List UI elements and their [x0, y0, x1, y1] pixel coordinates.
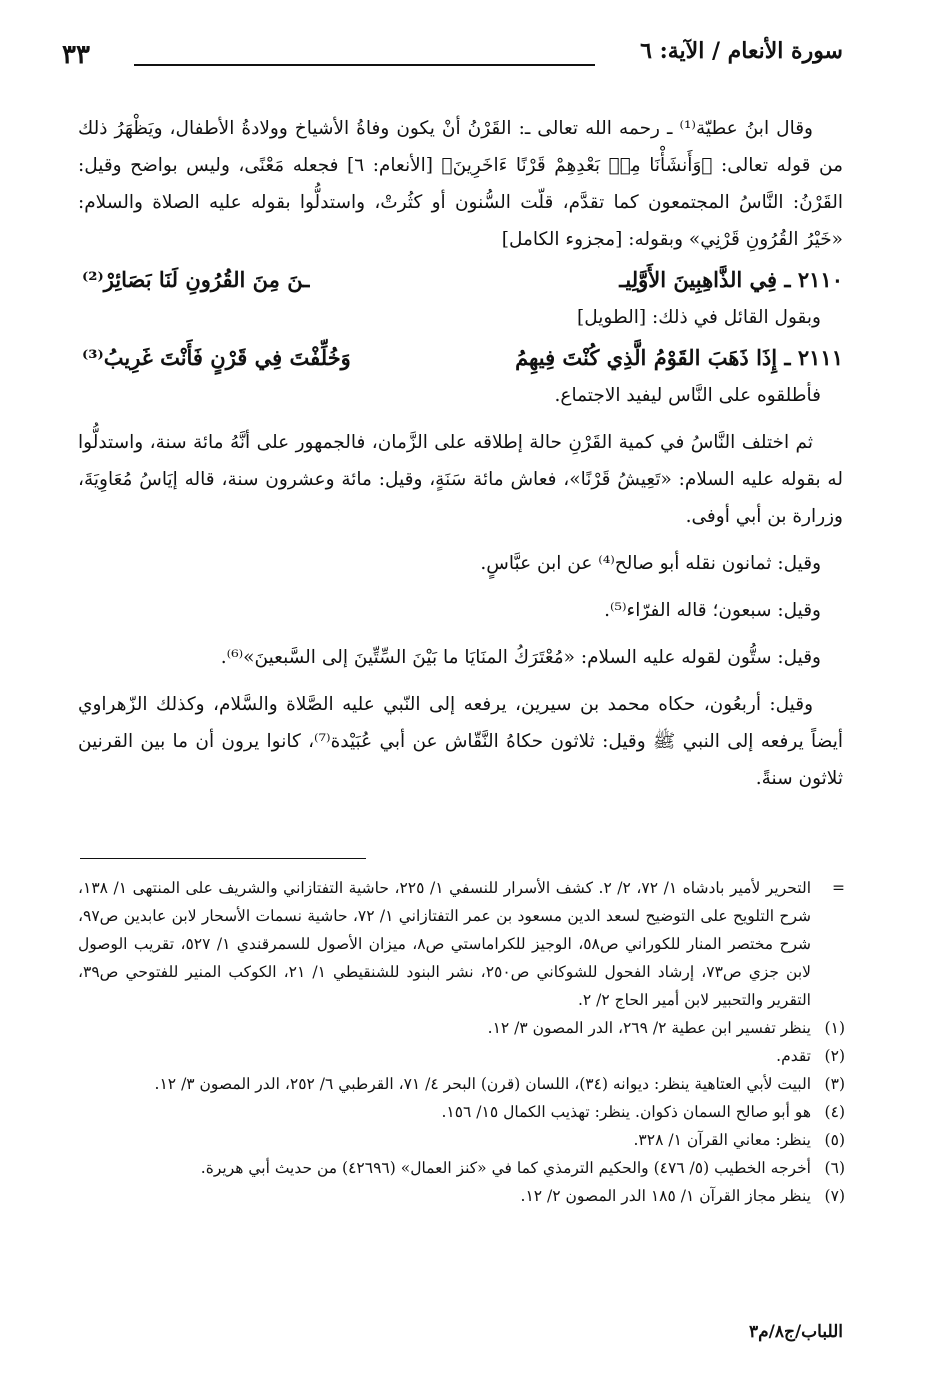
paragraph-qarn-duration: ثم اختلف النَّاسُ في كمية القَرْنِ حالة إطلاقه على الزَّمان، فالجمهور على أنَّهُ مائة سنة، واستدلُّوا له بقوله عليه السلام: «تَعِيشُ قَرْنًا»، فعاش مائة سَنَةٍ، وقيل: مائة وعشرون سنة، قاله إيَاسُ مُعَاوِيَةَ، وزرارة بن أبي أوفى. — [78, 432, 843, 527]
footnote-text: البيت لأبي العتاهية ينظر: ديوانه (٣٤)، اللسان (قرن) البحر ٤/ ٧١، القرطبي ٦/ ٢٥٢، الدر المصون ٣/ ١٢. — [154, 1075, 811, 1093]
verse-number: ٢١١١ ـ — [784, 345, 843, 370]
printer-signature: اللباب/ج٨/م٣ — [748, 1322, 843, 1342]
verse-number: ٢١١٠ ـ — [784, 267, 843, 292]
header-title: سورة الأنعام / الآية: ٦ — [640, 38, 843, 64]
opinion-sixty: وقيل: ستُّون لقوله عليه السلام: «مُعْتَرَكُ المنَايَا ما بَيْنَ السِّتِّينَ إلى السَّبعينَ»⁽⁶⁾. — [220, 647, 821, 668]
footnote-label: (٧) — [824, 1187, 845, 1205]
main-text — [78, 110, 843, 797]
footnote-3 — [78, 1070, 845, 1098]
footnote-separator — [80, 858, 366, 859]
footnote-7 — [78, 1182, 845, 1210]
footnote-label: (١) — [824, 1019, 845, 1037]
verse-intro-line: وبقول القائل في ذلك: [الطويل] — [577, 307, 821, 328]
footnote-label: (٤) — [824, 1103, 845, 1121]
verse-2110 — [78, 261, 843, 298]
header-rule — [134, 64, 595, 66]
footnote-text: تقدم. — [776, 1047, 811, 1065]
footnote-text: أخرجه الخطيب (٥/ ٤٧٦) والحكيم الترمذي كما في «كنز العمال» (٤٢٦٩٦) من حديث أبي هريرة. — [200, 1159, 811, 1177]
footnotes — [78, 874, 845, 1210]
footnote-label: = — [832, 879, 845, 897]
footnote-6 — [78, 1154, 845, 1182]
running-header — [62, 38, 843, 72]
footnote-text: ينظر: معاني القرآن ١/ ٣٢٨. — [633, 1131, 811, 1149]
footnote-label: (٦) — [824, 1159, 845, 1177]
opinion-seventy: وقيل: سبعون؛ قاله الفرّاء⁽⁵⁾. — [604, 600, 821, 621]
verse-conclusion-line: فأطلقوه على النَّاس ليفيد الاجتماع. — [554, 385, 821, 406]
footnote-4 — [78, 1098, 845, 1126]
opinion-eighty: وقيل: ثمانون نقله أبو صالح⁽⁴⁾ عن ابن عبَّاسٍ. — [480, 553, 821, 574]
verse-2111 — [78, 339, 843, 376]
footnote-continuation — [78, 874, 845, 1014]
paragraph-forty-thirty: وقيل: أربعُون، حكاه محمد بن سيرين، يرفعه إلى النّبي عليه الصَّلاة والسَّلام، وكذلك الزّهراوي أيضاً يرفعه إلى النبي ﷺ وقيل: ثلاثون حكاهُ النَّقّاش عن أبي عُبَيْدة⁽⁷⁾، كانوا يرون أن ما بين القرنين ثلاثون سنةً. — [78, 694, 843, 789]
page-number: ٣٣ — [62, 40, 90, 70]
footnote-label: (٣) — [824, 1075, 845, 1093]
footnote-5 — [78, 1126, 845, 1154]
footnote-text: التحرير لأمير بادشاه ١/ ٧٢، ٢/ ٢. كشف الأسرار للنسفي ١/ ٢٢٥، حاشية التفتازاني والشريف على المنتهى ١/ ١٣٨، شرح التلويح على التوضيح لسعد الدين مسعود بن عمر التفتازاني ١/ ٧٢، حاشية نسمات الأسحار لابن عابدين ص٩٧، شرح مختصر المنار للكوراني ص٥٨، الوجيز للكراماستي ص٨، ميزان الأصول للسمرقندي ١/ ٥٢٧، تقريب الوصول لابن جزي ص٧٣، إرشاد الفحول للشوكاني ص٢٥٠، نشر البنود للشنقيطي ١/ ٢١، الكوكب المنير للفتوحي ص٣٩، التقرير والتحبير لابن أمير الحاج ٢/ ٢. — [78, 879, 812, 1009]
verse-second-hemistich: وَخُلِّفْتَ فِي قَرْنٍ فَأَنْتَ غَرِيبُ⁽³⁾ — [82, 345, 351, 370]
verse-second-hemistich: ـنَ مِنَ القُرُونِ لَنَا بَصَائِرْ⁽²⁾ — [82, 267, 310, 292]
footnote-label: (٢) — [824, 1047, 845, 1065]
footnote-text: ينظر تفسير ابن عطية ٢/ ٢٦٩، الدر المصون ٣/ ١٢. — [487, 1019, 811, 1037]
footnote-text: ينظر مجاز القرآن ١/ ١٨٥ الدر المصون ٢/ ١٢. — [520, 1187, 811, 1205]
footnote-label: (٥) — [824, 1131, 845, 1149]
footnote-2 — [78, 1042, 845, 1070]
verse-first-hemistich: فِي الذَّاهِبِينَ الأَوَّلِيـ — [619, 267, 778, 292]
footnote-text: هو أبو صالح السمان ذكوان. ينظر: تهذيب الكمال ١٥/ ١٥٦. — [441, 1103, 811, 1121]
paragraph-ibn-atiyya: وقال ابنُ عطيّة⁽¹⁾ ـ رحمه الله تعالى ـ: القَرْنُ أنْ يكون وفاةُ الأشياخ وولادةُ الأطفال، ويَظْهَرُ ذلك من قوله تعالى: ﴿وَأَنشَأْنَا مِنۢ بَعْدِهِمْ قَرْنًا ءَاخَرِينَ﴾ [الأنعام: ٦] فجعله مَعْنًى، وليس بواضح وقيل: القَرْنُ: النَّاسُ المجتمعون كما تقدَّم، قلّت السُّنون أو كثُرتْ، واستدلُّوا بقوله عليه الصلاة والسلام: «خَيْرُ القُرُونِ قَرْنِي» وبقوله: [مجزوء الكامل] — [78, 118, 843, 250]
verse-first-hemistich: إِذَا ذَهَبَ القَوْمُ الَّذِي كُنْتَ فِيهِمُ — [515, 345, 778, 370]
footnote-1 — [78, 1014, 845, 1042]
